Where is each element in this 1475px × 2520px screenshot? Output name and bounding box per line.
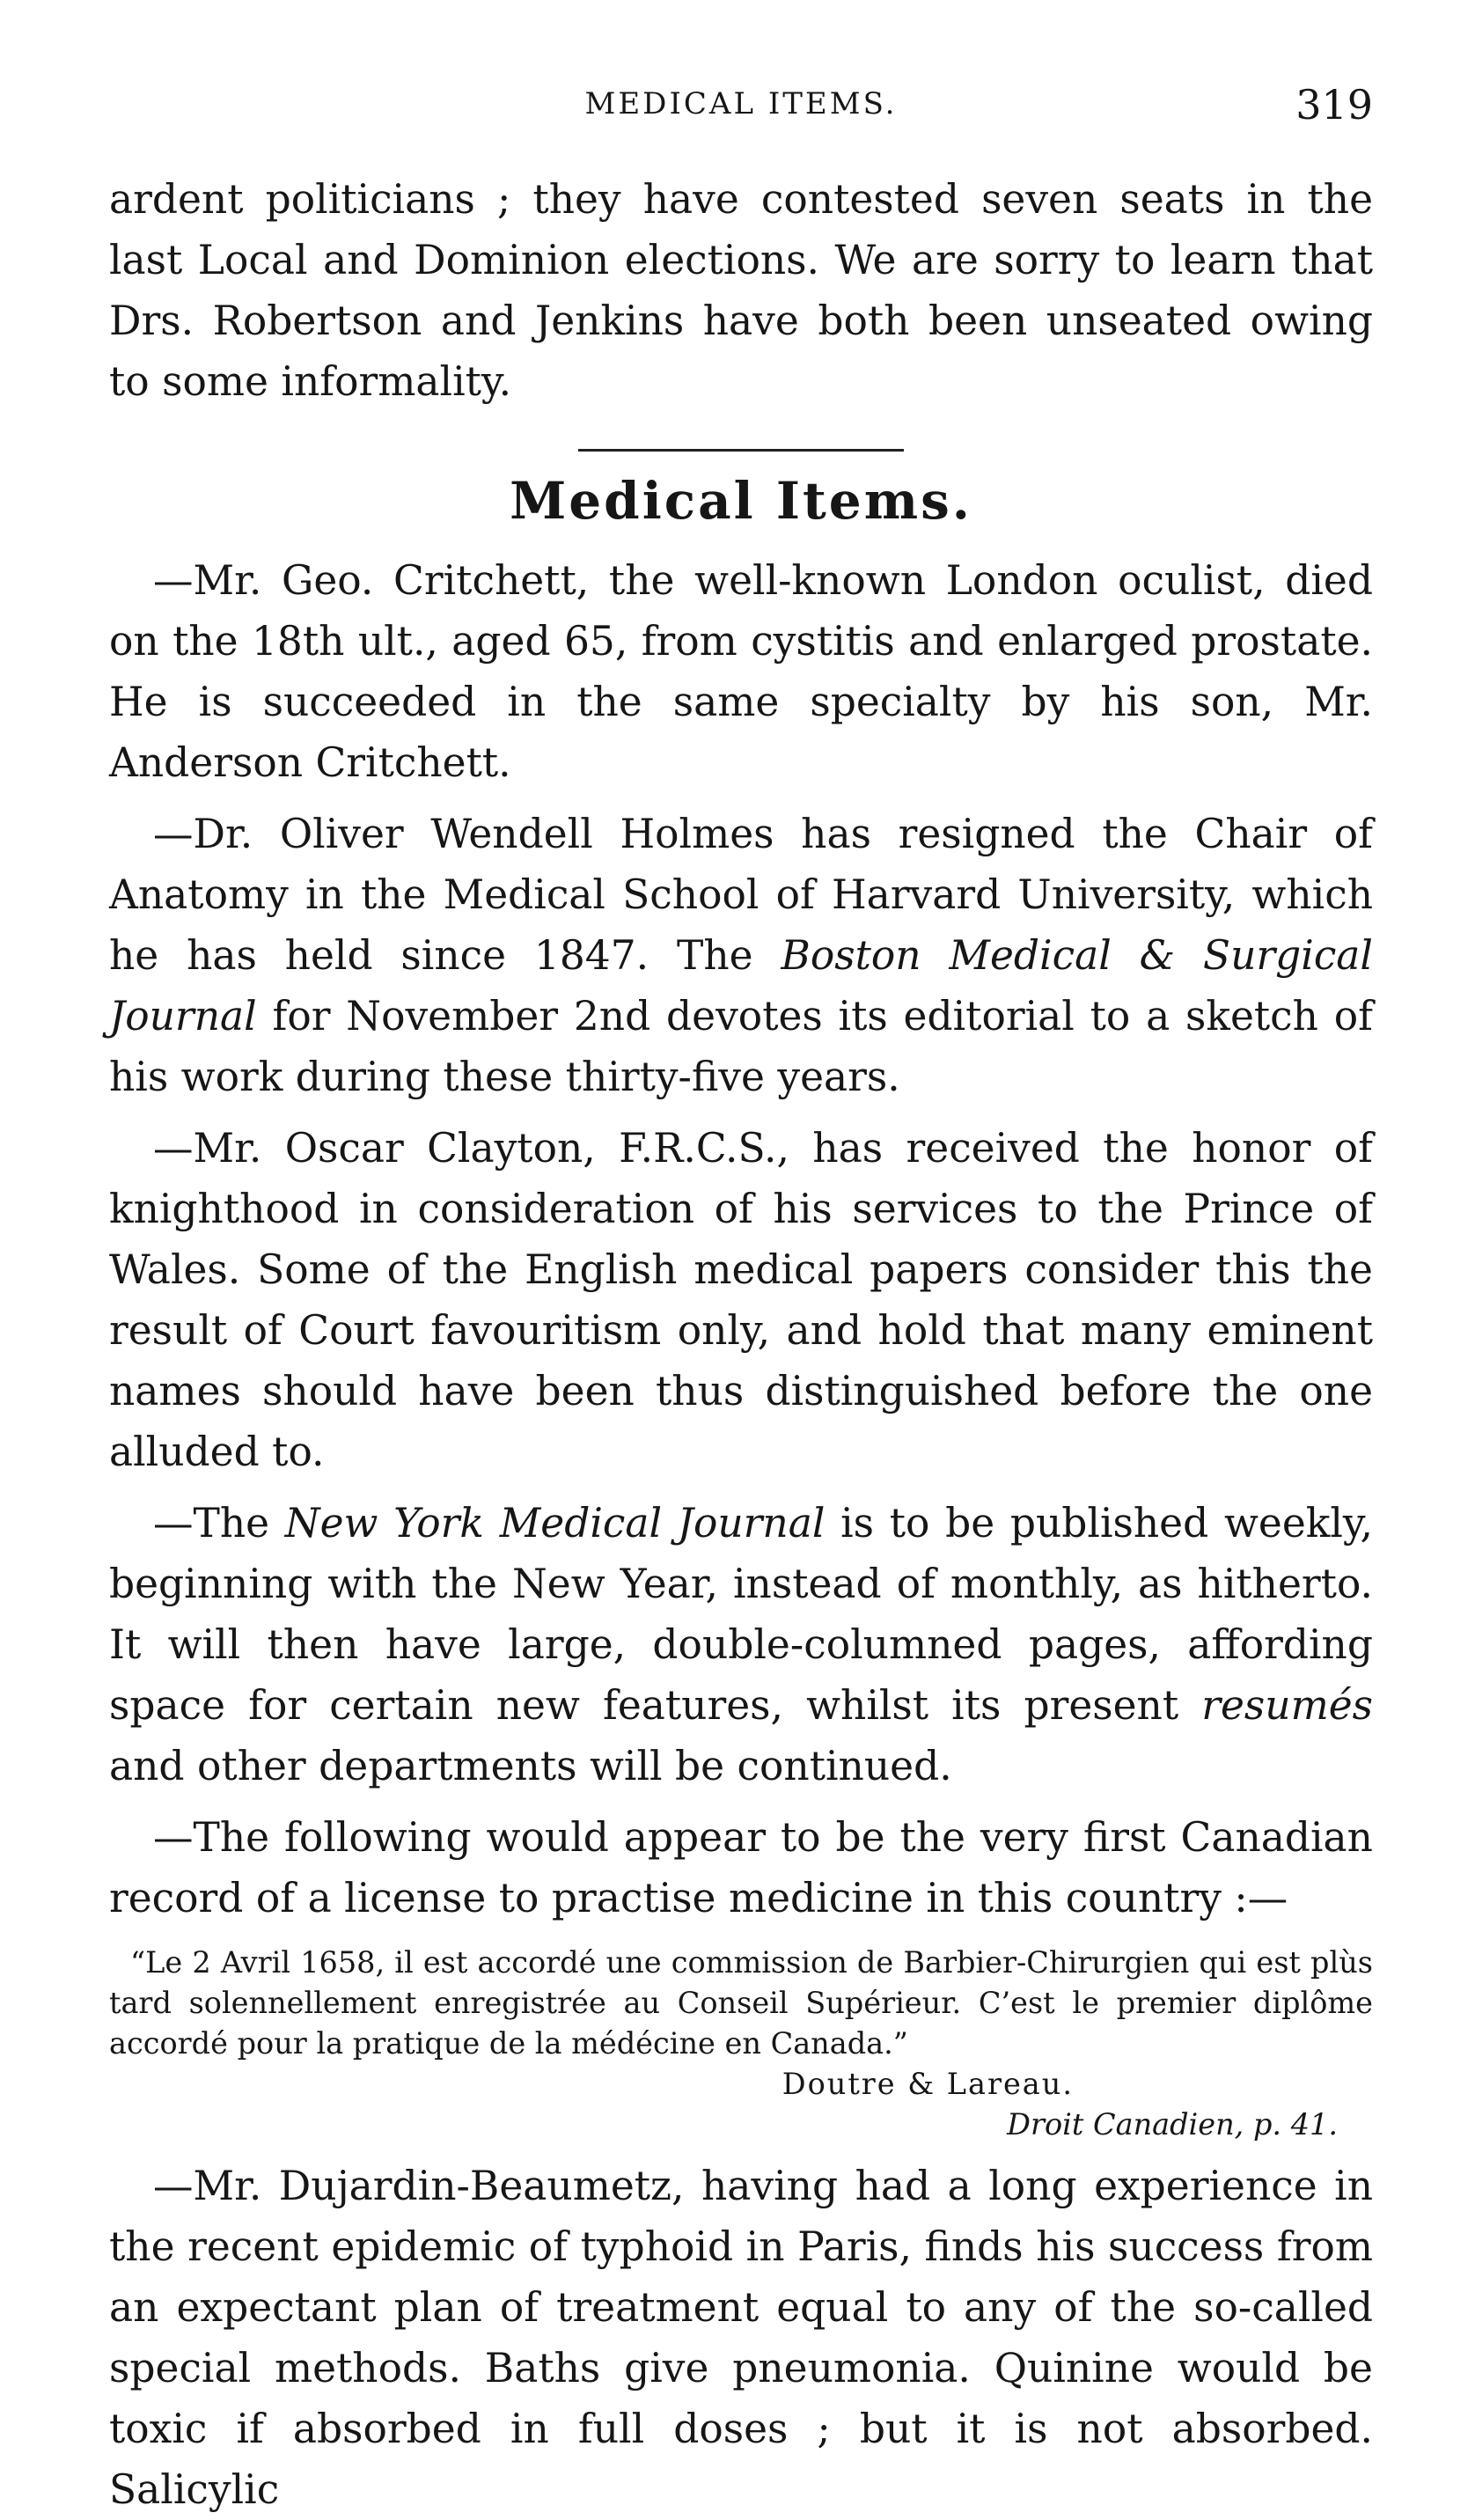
item-license: —The following would appear to be the very first Canadian record of a license to practise medicine in this country :—: [109, 1814, 1373, 1921]
item-clayton: —Mr. Oscar Clayton, F.R.C.S., has received the honor of knighthood in consideration of his services to the Prince of Wales. Some of the English medical papers consider this the result of Court favouritism only, and hold that many eminent names should have been thus distinguished before the one alluded to.: [109, 1125, 1373, 1475]
item-nyj-text-c: and other departments will be continued.: [109, 1743, 952, 1789]
item-new-york-journal: [109, 1493, 1373, 1796]
item-nyj-text-b: is to be published weekly, beginning with the New Year, instead of monthly, as hitherto. It will then have large, double-columned pages, affording space for certain new features, whilst its present: [109, 1500, 1373, 1729]
item-holmes-text-b: for November 2nd devotes its editorial to a sketch of his work during these thirty-five years.: [109, 993, 1373, 1100]
item-critchett: —Mr. Geo. Critchett, the well-known London oculist, died on the 18th ult., aged 65, from cystitis and enlarged prostate. He is succeeded in the same specialty by his son, Mr. Anderson Critchett.: [109, 557, 1373, 786]
section-title: Medical Items.: [510, 471, 972, 531]
page-number: 319: [1295, 81, 1373, 129]
page-body: [109, 169, 1373, 2520]
block-quote: [109, 1943, 1373, 2145]
running-title: MEDICAL ITEMS.: [584, 86, 898, 121]
resumes-word: resumés: [1201, 1682, 1373, 1729]
quote-source: Droit Canadien, p. 41.: [1007, 2107, 1338, 2142]
intro-paragraph: ardent politicians ; they have contested seven seats in the last Local and Dominion elections. We are sorry to learn that Drs. Robertson and Jenkins have both been unseated owing to some informality.: [109, 176, 1373, 405]
item-nyj-text-a: —The: [153, 1500, 285, 1547]
journal-title-boston: Boston Medical & Surgical Journal: [109, 932, 1373, 1040]
section-divider: [578, 449, 904, 452]
page-header: [109, 81, 1373, 134]
item-holmes: [109, 804, 1373, 1107]
quote-text: “Le 2 Avril 1658, il est accordé une commission de Barbier-Chirurgien qui est plùs tard solennellement enregistrée au Conseil Supérieur. C’est le premier diplôme accordé pour la pratique de la médécine en Canada.”: [109, 1945, 1373, 2061]
item-dujardin: —Mr. Dujardin-Beaumetz, having had a long experience in the recent epidemic of typhoid in Paris, finds his success from an expectant plan of treatment equal to any of the so-called special methods. Baths give pneumonia. Quinine would be toxic if absorbed in full doses ; but it is not absorbed. Salicylic: [109, 2163, 1373, 2513]
journal-title-new-york: New York Medical Journal: [284, 1500, 826, 1547]
item-holmes-text-a: —Dr. Oliver Wendell Holmes has resigned the Chair of Anatomy in the Medical School of Harvard University, which he has held since 1847. The: [109, 811, 1373, 979]
quote-authors: Doutre & Lareau.: [782, 2067, 1074, 2101]
